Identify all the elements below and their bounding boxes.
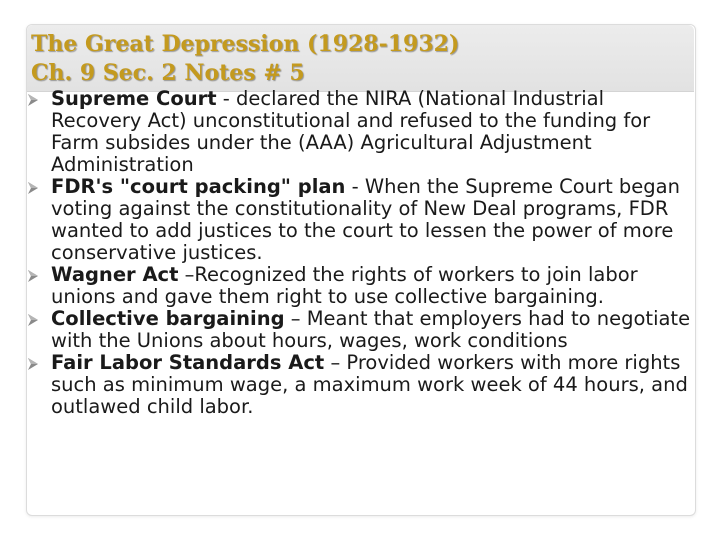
- bullet-text: – Meant that employers had to negotiate with the Unions about hours, wages, work conditions: [51, 307, 691, 352]
- arrow-bullet-icon: [27, 94, 39, 106]
- arrow-bullet-icon: [27, 270, 39, 282]
- bullet-item-supreme-court: [30, 88, 694, 176]
- slide-title: [31, 30, 459, 88]
- bullet-term: FDR's "court packing" plan: [51, 175, 346, 198]
- bullet-text: –Recognized the rights of workers to join labor unions and gave them right to use collective bargaining.: [51, 263, 638, 308]
- bullet-item-fair-labor-standards-act: [30, 352, 694, 418]
- bullet-term: Supreme Court: [51, 87, 217, 110]
- title-line-2: Ch. 9 Sec. 2 Notes # 5: [31, 60, 305, 86]
- bullet-item-court-packing: [30, 176, 694, 264]
- bullet-text: – Provided workers with more rights such as minimum wage, a maximum work week of 44 hours, and outlawed child labor.: [51, 351, 688, 418]
- title-line-1: The Great Depression (1928-1932): [31, 31, 460, 57]
- bullet-item-collective-bargaining: [30, 308, 694, 352]
- bullet-term: Fair Labor Standards Act: [51, 351, 325, 374]
- bullet-text: - When the Supreme Court began voting against the constitutionality of New Deal programs, FDR wanted to add justices to the court to lessen the power of more conservative justices.: [51, 175, 680, 264]
- bullet-term: Collective bargaining: [51, 307, 285, 330]
- bullet-text: - declared the NIRA (National Industrial Recovery Act) unconstitutional and refused to the funding for Farm subsides under the (AAA) Agricultural Adjustment Administration: [51, 87, 651, 176]
- bullet-list: [30, 88, 694, 418]
- bullet-item-wagner-act: [30, 264, 694, 308]
- arrow-bullet-icon: [27, 314, 39, 326]
- arrow-bullet-icon: [27, 182, 39, 194]
- arrow-bullet-icon: [27, 358, 39, 370]
- bullet-term: Wagner Act: [51, 263, 179, 286]
